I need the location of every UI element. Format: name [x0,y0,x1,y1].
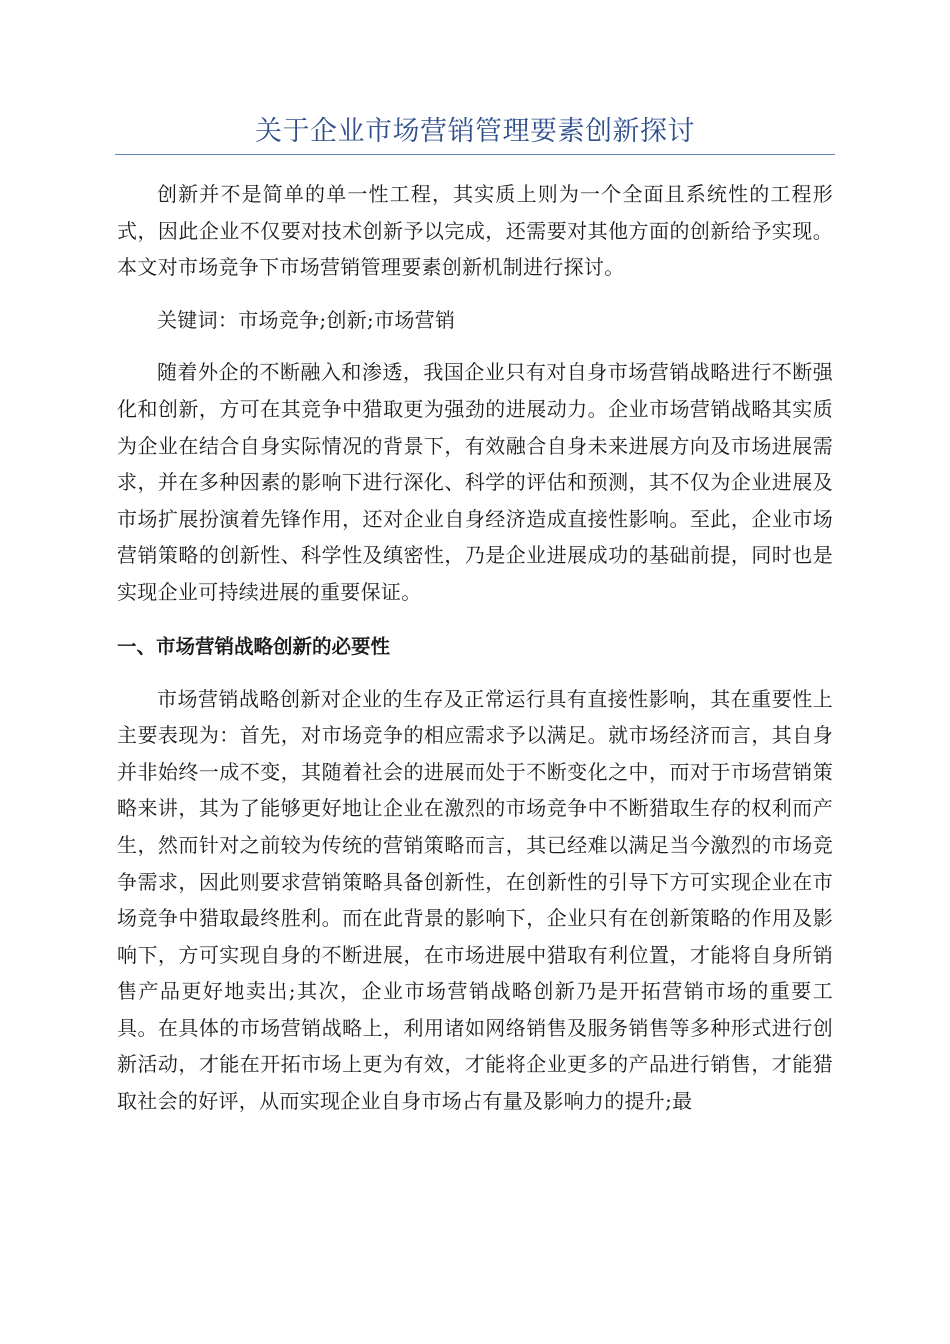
document-body [117,176,833,1120]
abstract-paragraph: 创新并不是简单的单一性工程，其实质上则为一个全面且系统性的工程形式，因此企业不仅要对技术创新予以完成，还需要对其他方面的创新给予实现。本文对市场竞争下市场营销管理要素创新机制进行探讨。 [117,182,833,280]
section-heading: 一、市场营销战略创新的必要性 [117,634,391,658]
intro-paragraph: 随着外企的不断融入和渗透，我国企业只有对自身市场营销战略进行不断强化和创新，方可在其竞争中猎取更为强劲的进展动力。企业市场营销战略其实质为企业在结合自身实际情况的背景下，有效融合自身未来进展方向及市场进展需求，并在多种因素的影响下进行深化、科学的评估和预测，其不仅为企业进展及市场扩展扮演着先锋作用，还对企业自身经济造成直接性影响。至此，企业市场营销策略的创新性、科学性及缜密性，乃是企业进展成功的基础前提，同时也是实现企业可持续进展的重要保证。 [117,360,833,604]
keywords-line: 关键词：市场竞争;创新;市场营销 [157,307,456,332]
title-divider [115,154,835,155]
document-title: 关于企业市场营销管理要素创新探讨 [255,116,695,147]
section-paragraph: 市场营销战略创新对企业的生存及正常运行具有直接性影响，其在重要性上主要表现为：首先，对市场竞争的相应需求予以满足。就市场经济而言，其自身并非始终一成不变，其随着社会的进展而处于不断变化之中，而对于市场营销策略来讲，其为了能够更好地让企业在激烈的市场竞争中不断猎取生存的权利而产生，然而针对之前较为传统的营销策略而言，其已经难以满足当今激烈的市场竞争需求，因此则要求营销策略具备创新性，在创新性的引导下方可实现企业在市场竞争中猎取最终胜利。而在此背景的影响下，企业只有在创新策略的作用及影响下，方可实现自身的不断进展，在市场进展中猎取有利位置，才能将自身所销售产品更好地卖出;其次，企业市场营销战略创新乃是开拓营销市场的重要工具。在具体的市场营销战略上，利用诸如网络销售及服务销售等多种形式进行创新活动，才能在开拓市场上更为有效，才能将企业更多的产品进行销售，才能猎取社会的好评，从而实现企业自身市场占有量及影响力的提升;最 [117,686,833,1114]
